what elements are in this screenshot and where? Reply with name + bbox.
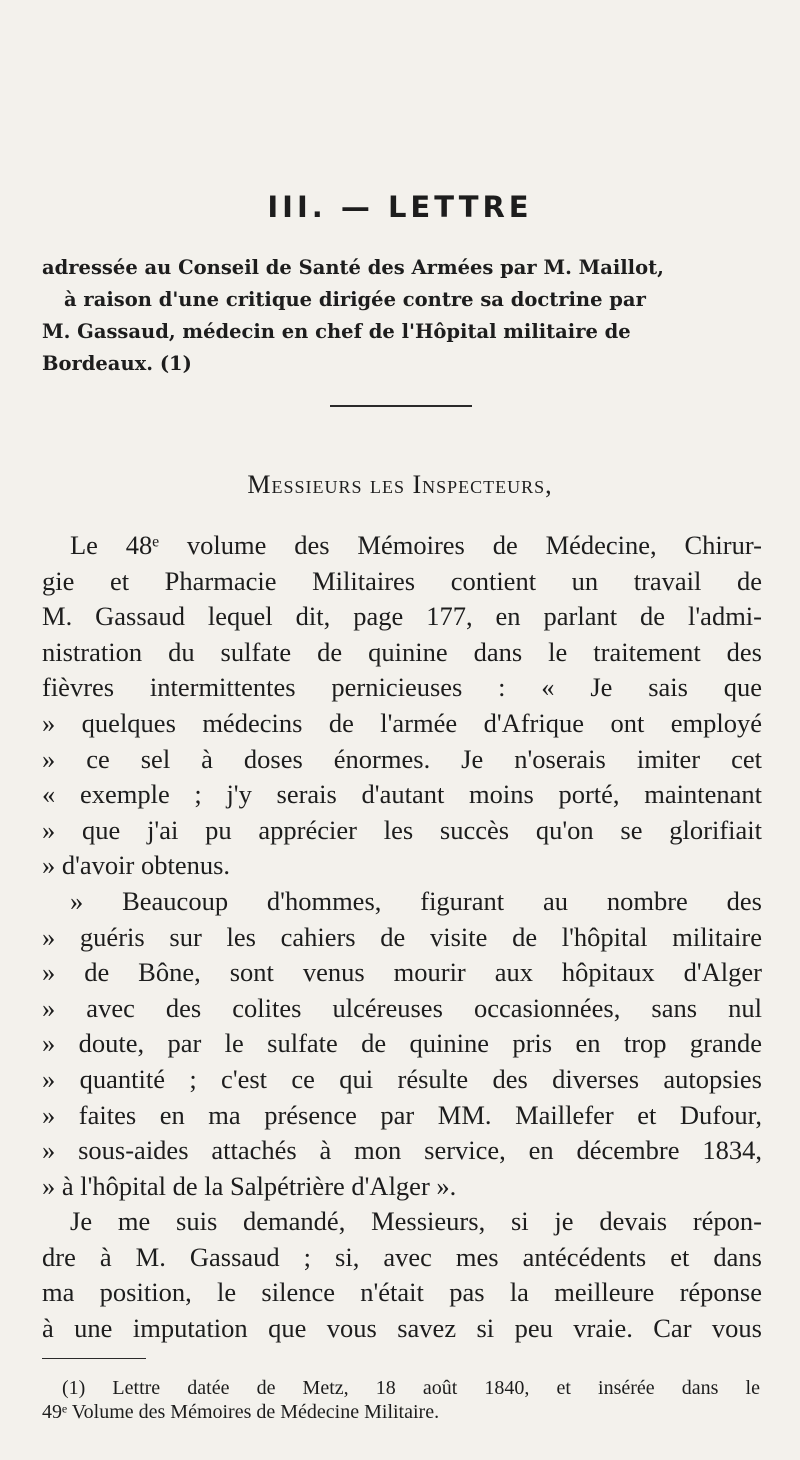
body-line: dre à M. Gassaud ; si, avec mes antécédents et dans — [42, 1241, 762, 1272]
letter-subtitle — [42, 252, 760, 380]
section-divider — [330, 405, 472, 407]
subtitle-line: Bordeaux. (1) — [42, 352, 192, 375]
body-line: » à l'hôpital de la Salpétrière d'Alger ». — [42, 1170, 457, 1201]
body-line: Le 48ᵉ volume des Mémoires de Médecine, Chirur- — [70, 530, 762, 560]
body-line: » Beaucoup d'hommes, figurant au nombre des — [70, 885, 762, 916]
body-line: gie et Pharmacie Militaires contient un travail de — [42, 565, 762, 596]
subtitle-line: à raison d'une critique dirigée contre sa doctrine par — [64, 288, 646, 311]
body-line: » faites en ma présence par MM. Maillefer et Dufour, — [42, 1099, 762, 1130]
footnote — [42, 1376, 760, 1424]
body-line: » quelques médecins de l'armée d'Afrique ont employé — [42, 707, 762, 738]
body-line: nistration du sulfate de quinine dans le traitement des — [42, 636, 762, 667]
body-line: » sous-aides attachés à mon service, en décembre 1834, — [42, 1135, 762, 1166]
body-line: à une imputation que vous savez si peu vraie. Car vous — [42, 1313, 762, 1344]
body-line: » que j'ai pu apprécier les succès qu'on se glorifiait — [42, 814, 762, 845]
body-line: « exemple ; j'y serais d'autant moins porté, maintenant — [42, 779, 762, 810]
letter-body — [42, 528, 762, 1347]
body-line: M. Gassaud lequel dit, page 177, en parlant de l'admi- — [42, 601, 762, 632]
body-line: » quantité ; c'est ce qui résulte des diverses autopsies — [42, 1063, 762, 1094]
body-line: ma position, le silence n'était pas la meilleure réponse — [42, 1277, 762, 1308]
footnote-divider — [42, 1358, 146, 1359]
subtitle-line: M. Gassaud, médecin en chef de l'Hôpital militaire de — [42, 320, 631, 343]
body-line: fièvres intermittentes pernicieuses : « Je sais que — [42, 672, 762, 703]
body-line: » de Bône, sont venus mourir aux hôpitaux d'Alger — [42, 957, 762, 988]
body-line: » ce sel à doses énormes. Je n'oserais imiter cet — [42, 743, 762, 774]
footnote-line: (1) Lettre datée de Metz, 18 août 1840, et insérée dans le — [62, 1377, 760, 1399]
body-line: » avec des colites ulcéreuses occasionnées, sans nul — [42, 992, 762, 1023]
salutation: Messieurs les Inspecteurs, — [247, 470, 553, 499]
body-line: » guéris sur les cahiers de visite de l'hôpital militaire — [42, 921, 762, 952]
body-line: » d'avoir obtenus. — [42, 850, 231, 881]
subtitle-line: adressée au Conseil de Santé des Armées par M. Maillot, — [42, 256, 664, 279]
footnote-line: 49ᵉ Volume des Mémoires de Médecine Militaire. — [42, 1401, 440, 1423]
body-line: Je me suis demandé, Messieurs, si je devais répon- — [70, 1206, 762, 1237]
body-line: » doute, par le sulfate de quinine pris en trop grande — [42, 1028, 762, 1059]
section-title: III. — LETTRE — [267, 190, 533, 224]
